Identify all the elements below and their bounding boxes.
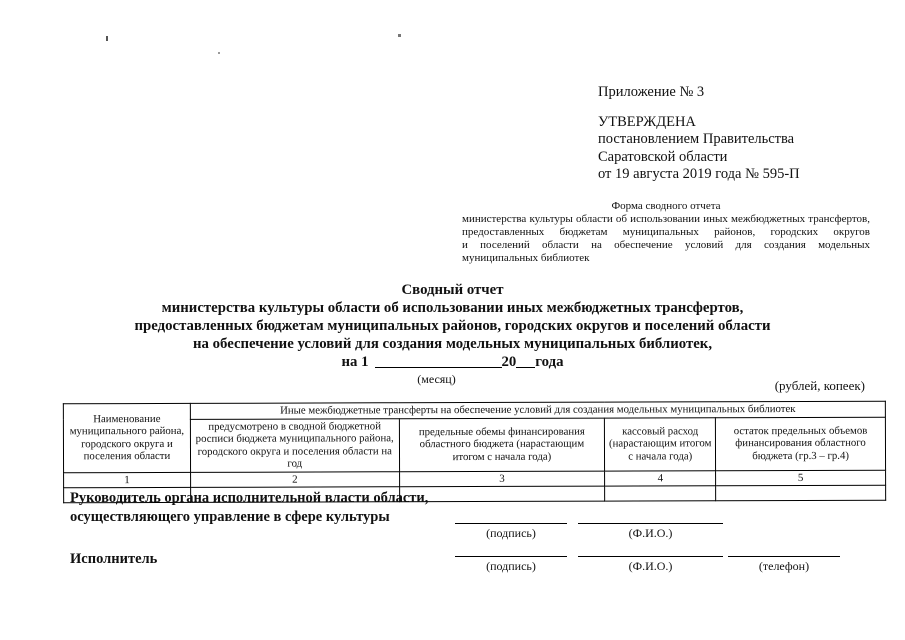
scan-speck xyxy=(106,36,108,41)
report-title xyxy=(40,281,865,386)
col-header-cash-expense: кассовый расход (нарастающим итогом с начала года) xyxy=(605,417,716,470)
report-title-line: на обеспечение условий для создания модельных муниципальных библиотек, xyxy=(192,336,713,352)
form-note-line: предоставленных бюджетам муниципальных районов, городских округов xyxy=(462,226,870,238)
report-title-line: министерства культуры области об использовании иных межбюджетных трансфертов, xyxy=(161,300,744,316)
column-number: 1 xyxy=(64,472,191,488)
data-cell xyxy=(605,486,716,501)
date-prefix: на 1 xyxy=(341,354,369,370)
form-note-line: и поселений области на обеспечение условий для создания модельных xyxy=(462,239,870,251)
head-signature-line: (подпись) xyxy=(455,523,567,541)
form-note-line: министерства культуры области об использовании иных межбюджетных трансфертов, xyxy=(462,213,870,225)
form-note-line: муниципальных библиотек xyxy=(462,252,590,264)
head-name-line: (Ф.И.О.) xyxy=(578,523,723,541)
executor-signature-line: (подпись) xyxy=(455,556,567,574)
col-header-budget-plan: предусмотрено в сводной бюджетной росписи бюджета муниципального района, городского округа и поселения области на год xyxy=(190,418,399,472)
approved-by-line: от 19 августа 2019 года № 595-П xyxy=(598,166,800,182)
column-number: 5 xyxy=(716,470,886,486)
group-header-transfers: Иные межбюджетные трансферты на обеспечение условий для создания модельных муниципальных библиотек xyxy=(190,401,885,419)
executor-name-line: (Ф.И.О.) xyxy=(578,556,723,574)
col-header-remaining-limits: остаток предельных объемов финансирования областного бюджета (гр.3 – гр.4) xyxy=(716,417,886,471)
approved-label: УТВЕРЖДЕНА xyxy=(598,113,696,130)
units-note: (рублей, копеек) xyxy=(774,378,865,393)
executor-phone-line: (телефон) xyxy=(728,556,840,574)
form-note xyxy=(462,200,870,265)
report-date-line xyxy=(40,353,865,371)
head-official-title-line: осуществляющего управление в сфере культуры xyxy=(70,508,390,525)
column-number: 3 xyxy=(399,471,605,487)
head-official-title-line: Руководитель органа исполнительной власти области, xyxy=(70,490,429,506)
month-blank-line xyxy=(375,355,502,368)
data-cell xyxy=(716,485,886,501)
col-header-municipality: Наименование муниципального района, городского округа и поселения области xyxy=(63,403,190,472)
approval-block xyxy=(598,84,800,184)
report-title-line: предоставленных бюджетам муниципальных районов, городских округов и поселений области xyxy=(134,318,771,334)
date-suffix: года xyxy=(535,354,564,370)
col-header-financing-limits: предельные обемы финансирования областного бюджета (нарастающим итогом с начала года) xyxy=(399,418,605,472)
form-note-line: Форма сводного отчета xyxy=(611,200,721,212)
column-number: 4 xyxy=(605,470,716,486)
approved-by-line: Саратовской области xyxy=(598,148,728,165)
approved-by-line: постановлением Правительства xyxy=(598,131,795,147)
appendix-number: Приложение № 3 xyxy=(598,84,705,100)
date-year: 20 xyxy=(501,354,517,370)
report-table xyxy=(63,401,886,504)
report-title-line: Сводный отчет xyxy=(401,282,504,298)
data-cell xyxy=(399,486,605,502)
executor-label: Исполнитель xyxy=(70,551,158,567)
year-blank-line xyxy=(516,355,535,368)
head-official-title xyxy=(70,489,428,526)
scan-speck xyxy=(218,52,220,54)
month-hint: (месяц) xyxy=(417,372,456,386)
column-number: 2 xyxy=(190,471,399,487)
scan-speck xyxy=(398,34,401,37)
